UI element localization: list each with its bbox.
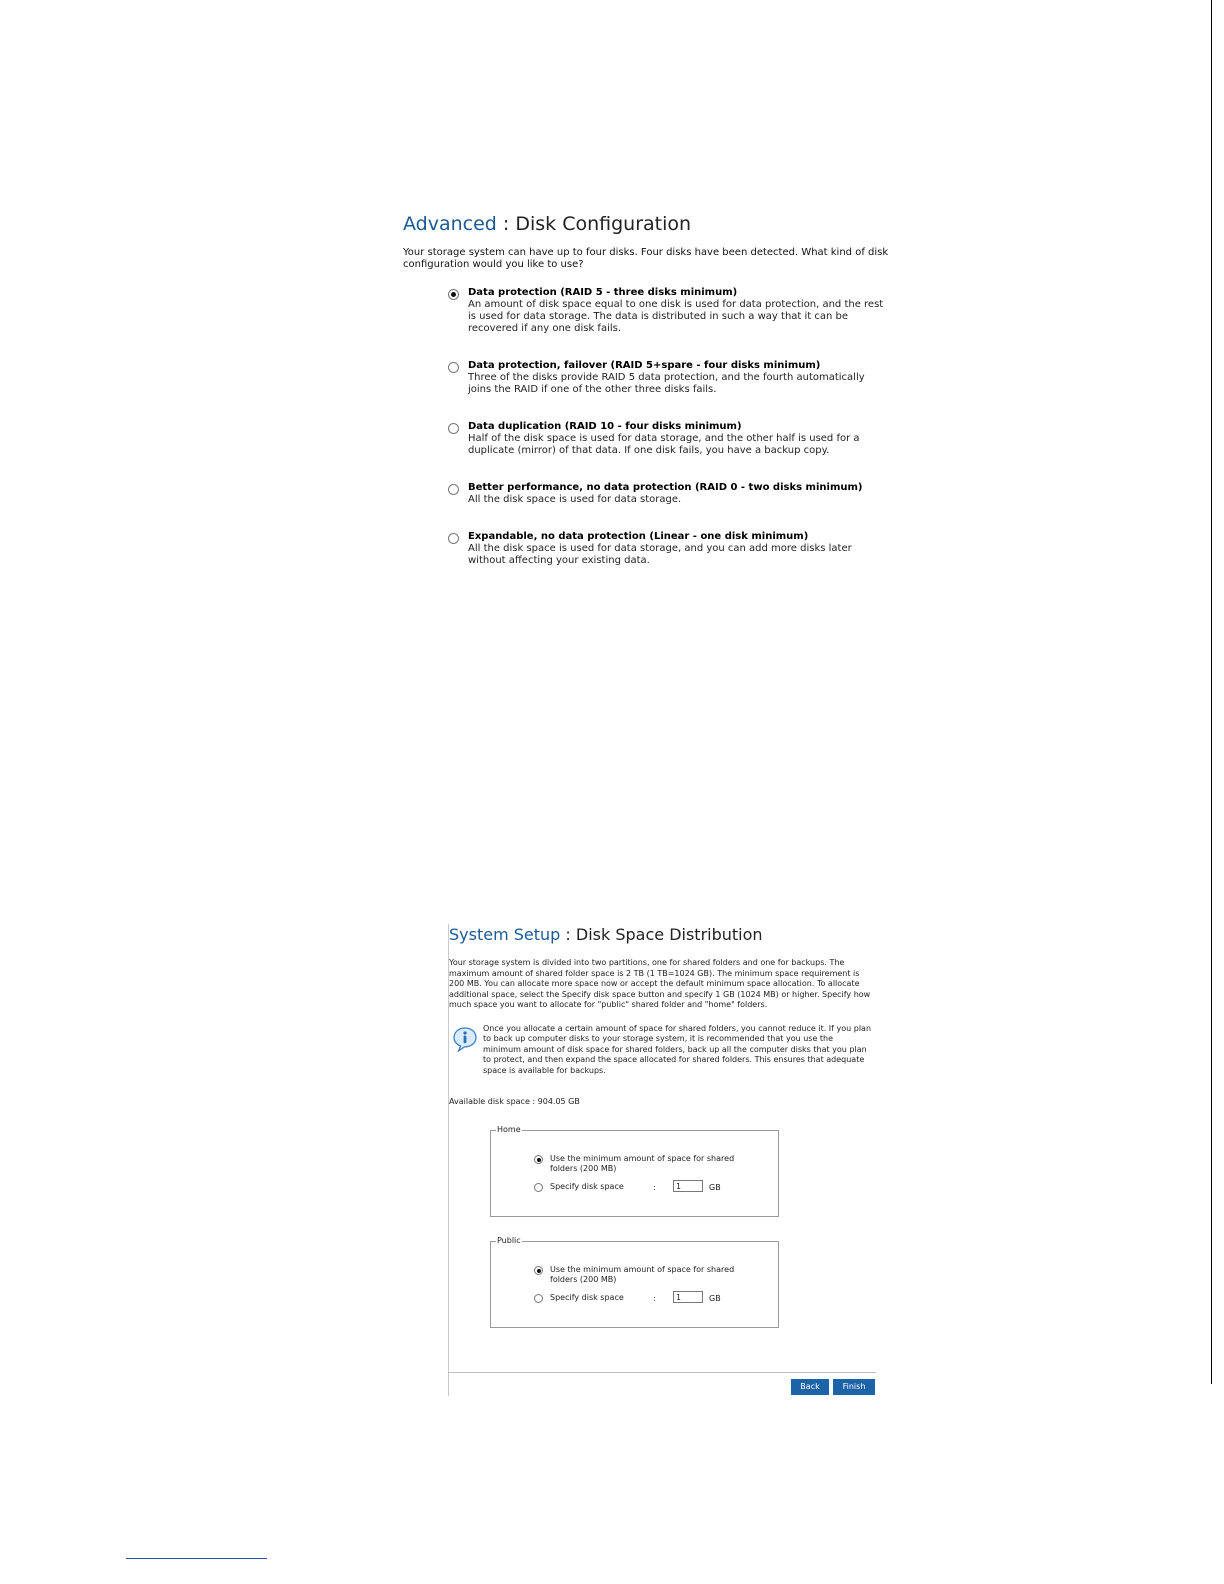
radio-raid5[interactable] <box>448 289 459 300</box>
option-text: Use the minimum amount of space for shared folders (200 MB) <box>550 1265 735 1284</box>
note-text: Once you allocate a certain amount of space for shared folders, you cannot reduce it. If you plan to back up computer disks to your storage system, it is recommended that you use the minimum amount of disk space for shared folders, back up all the computer disks that you plan to protect, and then expand the space allocated for shared folders. This ensures that adequate space is available for backups. <box>483 1023 872 1075</box>
option-description: An amount of disk space equal to one disk is used for data protection, and the rest is used for data storage. The data is distributed in such a way that it can be recovered if any one disk fails. <box>468 299 884 334</box>
option-description: All the disk space is used for data storage, and you can add more disks later without affecting your existing data. <box>468 543 852 566</box>
public-space-input[interactable] <box>673 1291 703 1303</box>
title-separator: : <box>502 213 510 235</box>
unit-label: GB <box>709 1294 721 1303</box>
radio-public-specify[interactable] <box>534 1294 543 1303</box>
intro-text: Your storage system can have up to four disks. Four disks have been detected. What kind of disk configuration would you like to use? <box>403 247 889 270</box>
description-text: Your storage system is divided into two partitions, one for shared folders and one for backups. The maximum amount of shared folder space is 2 TB (1 TB=1024 GB). The minimum space requirement is 200 MB. You can allocate more space now or accept the default minimum space allocation. To allocate additional space, select the Specify disk space button and specify 1 GB (1024 MB) or higher. Specify how much space you want to allocate for "public" shared folder and "home" folders. <box>449 958 871 1009</box>
disk-space-distribution-panel <box>448 924 876 1391</box>
footer-rule <box>126 1558 267 1559</box>
group-legend-public: Public <box>497 1236 521 1245</box>
group-legend-home: Home <box>497 1125 521 1134</box>
option-text: Specify disk space <box>550 1293 624 1302</box>
radio-home-min[interactable] <box>534 1155 543 1164</box>
option-label: Data protection, failover (RAID 5+spare - four disks minimum) <box>468 360 821 371</box>
home-space-input[interactable] <box>673 1180 703 1192</box>
finish-button[interactable]: Finish <box>833 1379 875 1395</box>
option-description: Half of the disk space is used for data storage, and the other half is used for a duplicate (mirror) of that data. If one disk fails, you have a backup copy. <box>468 433 860 456</box>
page-title <box>449 924 877 946</box>
home-space-group <box>490 1125 779 1217</box>
page-title <box>403 212 923 236</box>
option-label: Expandable, no data protection (Linear - one disk minimum) <box>468 531 809 542</box>
disk-configuration-panel <box>403 212 923 566</box>
radio-raid0[interactable] <box>448 484 459 495</box>
breadcrumb-advanced[interactable]: Advanced <box>403 213 497 235</box>
footer-divider <box>448 1372 876 1373</box>
title-separator: : <box>565 925 571 944</box>
option-label: Data protection (RAID 5 - three disks minimum) <box>468 287 738 298</box>
option-text: Use the minimum amount of space for shared folders (200 MB) <box>550 1154 735 1173</box>
breadcrumb-system-setup[interactable]: System Setup <box>449 925 561 944</box>
radio-raid10[interactable] <box>448 423 459 434</box>
unit-label: GB <box>709 1183 721 1192</box>
option-label: Data duplication (RAID 10 - four disks minimum) <box>468 421 742 432</box>
option-text: Specify disk space <box>550 1182 624 1191</box>
public-space-group <box>490 1236 779 1328</box>
title-page: Disk Configuration <box>515 213 692 235</box>
radio-raid5-spare[interactable] <box>448 362 459 373</box>
radio-linear[interactable] <box>448 533 459 544</box>
field-colon: : <box>653 1183 656 1192</box>
available-disk-space: Available disk space : 904.05 GB <box>449 1097 580 1106</box>
back-button[interactable]: Back <box>791 1379 829 1395</box>
info-note <box>449 1024 877 1080</box>
title-page: Disk Space Distribution <box>575 925 763 944</box>
radio-home-specify[interactable] <box>534 1183 543 1192</box>
option-description: All the disk space is used for data storage. <box>468 494 682 505</box>
info-bubble-icon <box>452 1026 478 1056</box>
option-label: Better performance, no data protection (RAID 0 - two disks minimum) <box>468 482 863 493</box>
page-edge-line <box>1211 0 1212 1384</box>
field-colon: : <box>653 1294 656 1303</box>
radio-public-min[interactable] <box>534 1266 543 1275</box>
option-description: Three of the disks provide RAID 5 data protection, and the fourth automatically joins the RAID if one of the other three disks fails. <box>468 372 865 395</box>
